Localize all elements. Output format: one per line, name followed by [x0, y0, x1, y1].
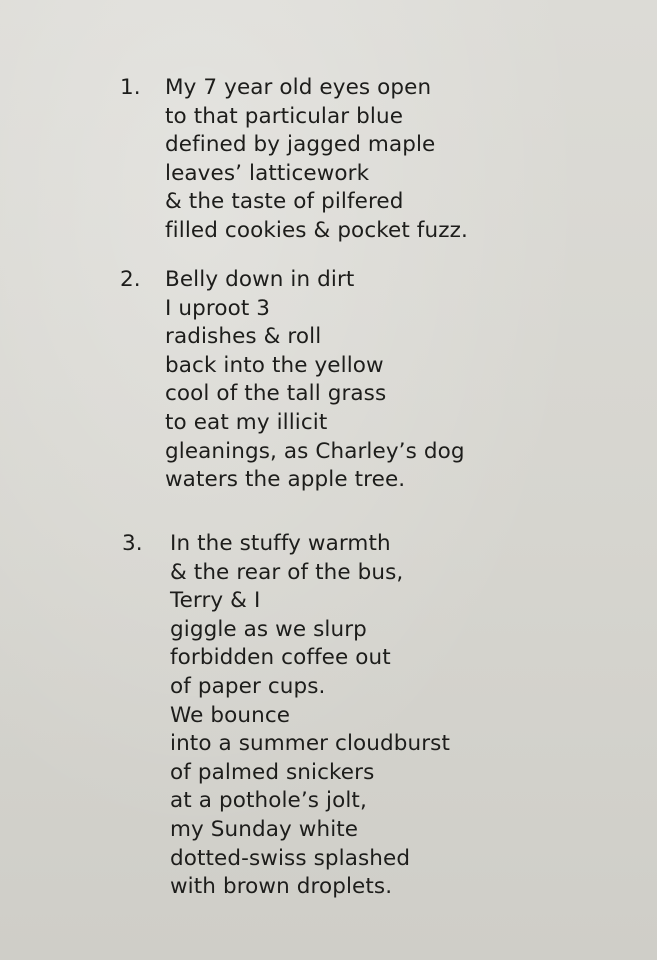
poem-line: dotted-swiss splashed: [170, 845, 411, 871]
poem-line: Belly down in dirt: [165, 267, 355, 292]
poem-line: In the stuffy warmth: [170, 531, 391, 556]
poem-line: my Sunday white: [170, 816, 359, 842]
poem-line: at a pothole’s jolt,: [170, 788, 367, 814]
poem-line: giggle as we slurp: [170, 616, 367, 642]
poem-line: of paper cups.: [170, 673, 326, 699]
poem-line: & the taste of pilfered: [165, 189, 404, 215]
poem-line: waters the apple tree.: [165, 467, 406, 493]
poem-line: My 7 year old eyes open: [165, 75, 432, 100]
poem-line: to eat my illicit: [165, 409, 328, 435]
poem-line: gleanings, as Charley’s dog: [165, 438, 465, 464]
stanza-number: 1.: [120, 75, 141, 100]
stanza-number: 3.: [122, 531, 143, 556]
stanza-lines: [170, 530, 450, 902]
poem-line: Terry & I: [170, 588, 261, 614]
poem-line: radishes & roll: [165, 324, 322, 350]
poem-line: I uproot 3: [165, 295, 271, 321]
poem-line: back into the yellow: [165, 352, 384, 378]
poem-line: to that particular blue: [165, 103, 404, 129]
stanza-lines: [165, 74, 468, 246]
poem-line: defined by jagged maple: [165, 132, 436, 158]
poem-line: into a summer cloudburst: [170, 731, 451, 757]
poem-line: & the rear of the bus,: [170, 559, 404, 585]
poem-line: cool of the tall grass: [165, 381, 387, 407]
poem-line: of palmed snickers: [170, 759, 375, 785]
stanza-number: 2.: [120, 267, 141, 292]
poem-line: forbidden coffee out: [170, 645, 391, 671]
poem-line: We bounce: [170, 702, 291, 728]
stanza-lines: [165, 266, 465, 495]
poem-line: with brown droplets.: [170, 874, 393, 900]
poem-line: leaves’ latticework: [165, 160, 370, 186]
poem-line: filled cookies & pocket fuzz.: [165, 217, 468, 243]
